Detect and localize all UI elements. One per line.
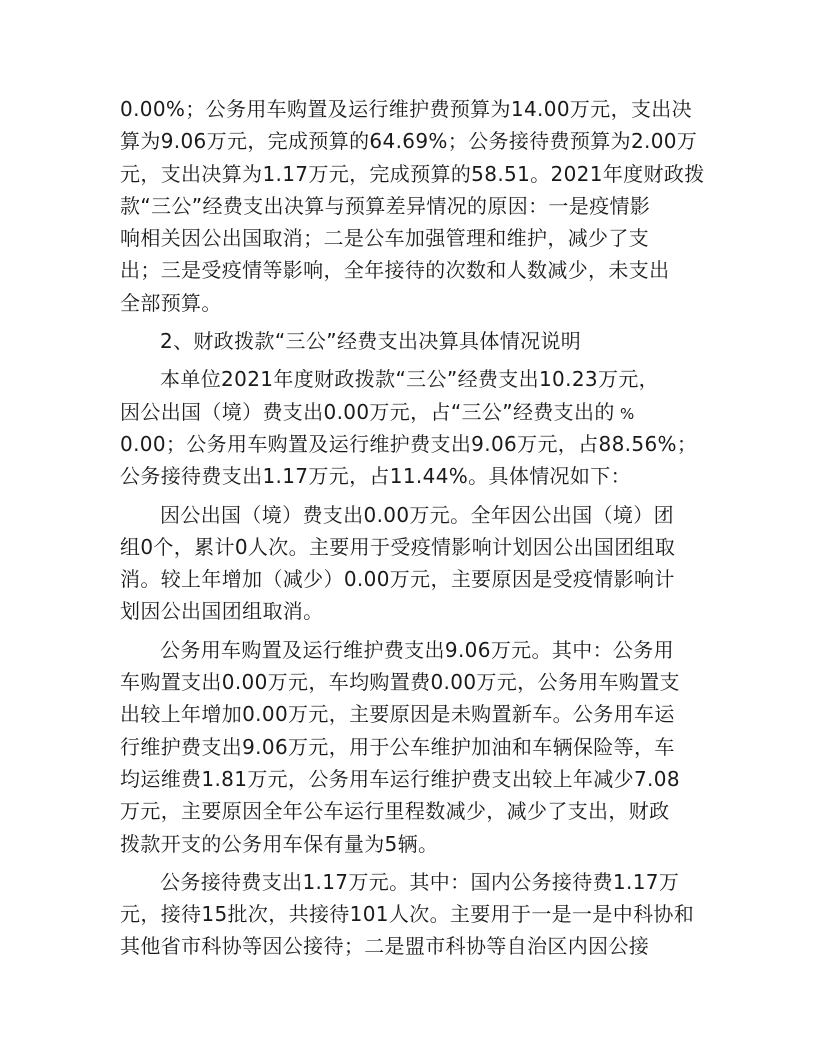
text-line: 拨款开支的公务用车保有量为5辆。 <box>120 831 439 856</box>
text-line: 公务接待费支出1.17万元。其中：国内公务接待费1.17万 <box>160 869 680 894</box>
text-line: 元，支出决算为1.17万元，完成预算的58.51。2021年度财政拨 <box>120 161 705 186</box>
text-line: 0.00%；公务用车购置及运行维护费预算为14.00万元，支出决 <box>120 97 692 121</box>
text-line: 其他省市科协等因公接待；二是盟市科协等自治区内因公接 <box>120 934 650 959</box>
text-line: 均运维费1.81万元，公务用车运行维护费支出较上年减少7.08 <box>120 766 680 791</box>
text-line: 本单位2021年度财政拨款“三公”经费支出10.23万元， <box>160 367 660 392</box>
document-page <box>120 93 712 963</box>
text-line: 出；三是受疫情等影响，全年接待的次数和人数减少，未支出 <box>120 258 670 283</box>
text-line: 0.00；公务用车购置及运行维护费支出9.06万元，占88.56%； <box>120 431 698 456</box>
text-line: 款“三公”经费支出决算与预算差异情况的原因：一是疫情影 <box>120 193 651 218</box>
paragraph-budget-summary <box>120 93 712 319</box>
text-line: 全部预算。 <box>120 290 222 315</box>
text-line: 公务用车购置及运行维护费支出9.06万元。其中：公务用 <box>160 637 674 662</box>
text-line: 万元，主要原因全年公车运行里程数减少，减少了支出，财政 <box>120 799 670 824</box>
text-line: 行维护费支出9.06万元，用于公车维护加油和车辆保险等，车 <box>120 734 675 759</box>
text-line: 因公出国（境）费支出0.00万元。全年因公出国（境）团 <box>160 502 674 527</box>
text-line: 响相关因公出国取消；二是公车加强管理和维护，减少了支 <box>120 226 650 251</box>
text-line: 元，接待15批次，共接待101人次。主要用于一是一是中科协和 <box>120 902 695 927</box>
paragraph-three-public-expenses <box>120 363 712 492</box>
stray-percent-mark: % <box>620 405 635 424</box>
text-line: 算为9.06万元，完成预算的64.69%；公务接待费预算为2.00万 <box>120 129 698 154</box>
text-line: 因公出国（境）费支出0.00万元，占“三公”经费支出的 <box>120 399 615 424</box>
text-line: 出较上年增加0.00万元，主要原因是未购置新车。公务用车运 <box>120 702 675 727</box>
text-line: 消。较上年增加（减少）0.00万元，主要原因是受疫情影响计 <box>120 567 675 592</box>
text-line: 划因公出国团组取消。 <box>120 599 324 624</box>
text-line: 组0个，累计0人次。主要用于受疫情影响计划因公出国团组取 <box>120 534 676 559</box>
paragraph-official-vehicles <box>120 634 712 860</box>
paragraph-official-reception <box>120 866 712 963</box>
section-heading <box>120 325 712 357</box>
text-line: 公务接待费支出1.17万元，占11.44%。具体情况如下： <box>120 464 631 489</box>
heading-text: 2、财政拨款“三公”经费支出决算具体情况说明 <box>160 329 582 354</box>
paragraph-overseas-travel <box>120 499 712 628</box>
text-line: 车购置支出0.00万元，车均购置费0.00万元，公务用车购置支 <box>120 670 680 695</box>
